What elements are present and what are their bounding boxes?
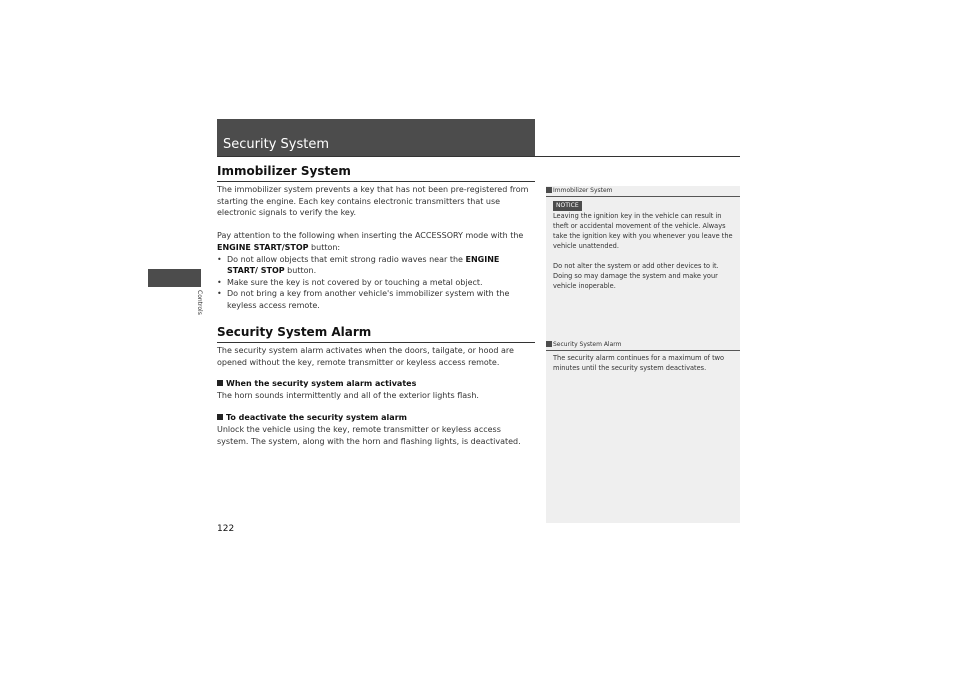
side-tab-label: Controls [196,290,203,315]
immobilizer-bullet-list [217,254,533,312]
list-item: • Make sure the key is not covered by or touching a metal object. [217,277,533,289]
immobilizer-body [217,184,533,312]
notice-badge: NOTICE [553,201,582,211]
note-immobilizer-heading: Immobilizer System [546,187,613,194]
immobilizer-heading-rule [217,181,535,182]
alarm-activates-text: The horn sounds intermittently and all of the exterior lights flash. [217,390,479,400]
note-immobilizer-rule [546,196,740,197]
reference-icon [546,341,552,347]
note-alarm-rule [546,350,740,351]
reference-icon [546,187,552,193]
immobilizer-heading: Immobilizer System [217,164,351,178]
alarm-heading: Security System Alarm [217,325,372,339]
section-title: Security System [223,137,329,152]
page-number: 122 [217,524,235,534]
square-bullet-icon [217,414,223,420]
note-immobilizer-text [553,211,735,291]
alarm-heading-rule [217,342,535,343]
immobilizer-paragraph-1: The immobilizer system prevents a key that has not been pre-registered from starting the engine. Each key contains electronic transmitters that use electronic signals to verify the key. [217,185,529,218]
side-tab-marker [148,269,201,287]
section-divider [217,156,740,157]
alarm-deactivate-text: Unlock the vehicle using the key, remote transmitter or keyless access system. The system, along with the horn and flashing lights, is deactivated. [217,424,521,446]
list-item: • Do not bring a key from another vehicle's immobilizer system with the keyless access remote. [217,288,533,311]
list-item: • Do not allow objects that emit strong radio waves near the ENGINE START/ STOP button. [217,254,533,277]
note-alarm-text: The security alarm continues for a maximum of two minutes until the security system deactivates. [553,354,725,372]
note-alarm-heading: Security System Alarm [546,341,621,348]
note-immobilizer-text-2: Do not alter the system or add other devices to it. Doing so may damage the system and make your vehicle inoperable. [553,262,719,290]
alarm-subheading-activates: When the security system alarm activates [217,378,533,390]
alarm-body [217,345,533,447]
immobilizer-paragraph-2: Pay attention to the following when inserting the ACCESSORY mode with the ENGINE START/STOP button: [217,231,524,252]
square-bullet-icon [217,380,223,386]
note-immobilizer-text-1: Leaving the ignition key in the vehicle can result in theft or accidental movement of the vehicle. Always take the ignition key with you whenever you leave the vehicle unattended. [553,212,733,250]
alarm-paragraph-1: The security system alarm activates when the doors, tailgate, or hood are opened without the key, remote transmitter or keyless access remote. [217,346,514,367]
alarm-subheading-deactivate: To deactivate the security system alarm [217,412,533,424]
